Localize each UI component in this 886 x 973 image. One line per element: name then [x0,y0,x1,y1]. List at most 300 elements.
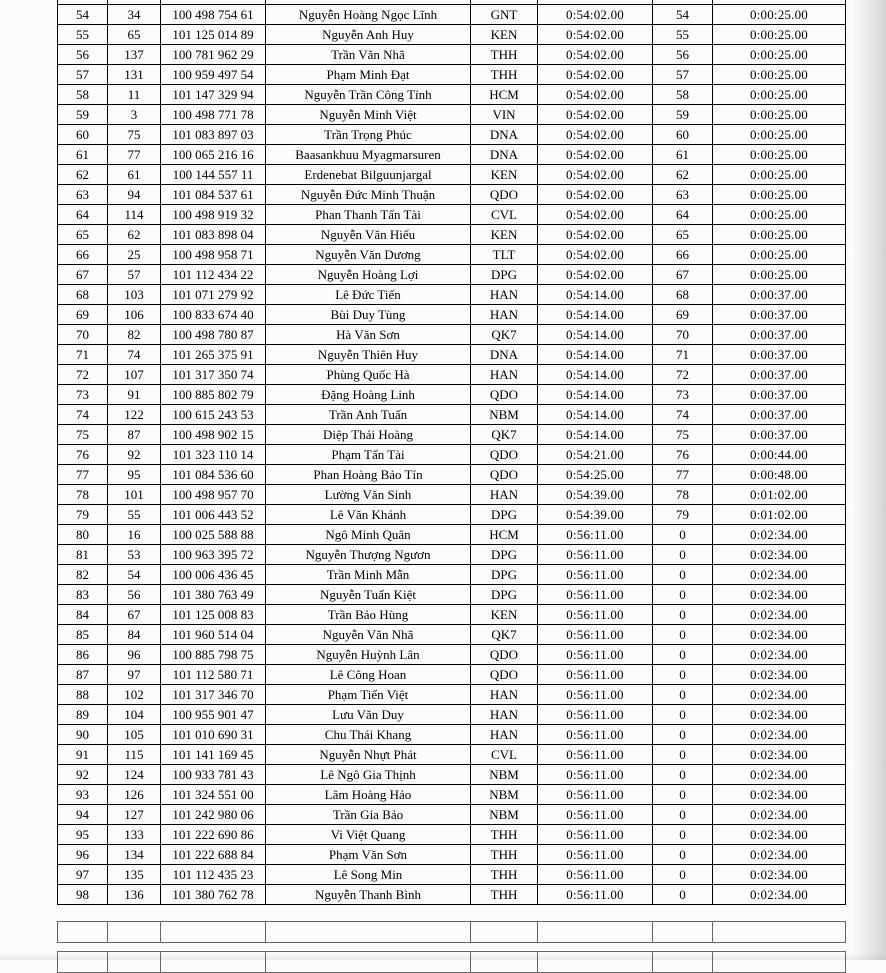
cell-id: 100 025 588 88 [161,525,266,545]
cell-rank2: 0 [653,645,713,665]
cell-time: 0:54:14.00 [538,365,653,385]
cell-team: NBM [471,405,538,425]
cell-gap: 0:02:34.00 [713,645,846,665]
cell-empty [538,922,653,943]
cell-rank2: 64 [653,205,713,225]
table-row [58,485,846,505]
cell-id: 101 084 536 60 [161,465,266,485]
cell-name: Nguyễn Thượng Ngươn [266,545,471,565]
cell-name: Bùi Duy Tùng [266,305,471,325]
cell-team: KEN [471,225,538,245]
cell-rank2: 55 [653,25,713,45]
table-row [58,85,846,105]
cell-time: 0:54:02.00 [538,105,653,125]
cell-rank: 55 [58,25,108,45]
cell-gap: 0:02:34.00 [713,785,846,805]
results-table-body [58,0,846,905]
table-row [58,65,846,85]
table-row [58,505,846,525]
table-row [58,725,846,745]
cell-rank: 63 [58,185,108,205]
cell-name: Nguyễn Văn Nhã [266,625,471,645]
cell-name: Nguyễn Thanh Bình [266,885,471,905]
cell-name: Phạm Tấn Tài [266,445,471,465]
cell-time: 0:56:11.00 [538,845,653,865]
table-row [58,25,846,45]
table-row [58,165,846,185]
cell-name: Trần Văn Nhã [266,45,471,65]
cell-gap: 0:00:25.00 [713,45,846,65]
cell-rank: 98 [58,885,108,905]
table-row-empty [58,922,846,943]
cell-rank2: 57 [653,65,713,85]
cell-id: 101 380 763 49 [161,585,266,605]
cell-rank: 64 [58,205,108,225]
table-row [58,705,846,725]
cell-id: 101 010 690 31 [161,725,266,745]
cell-gap: 0:02:34.00 [713,665,846,685]
cell-team: QDO [471,185,538,205]
cell-id: 101 324 551 00 [161,785,266,805]
cell-rank: 91 [58,745,108,765]
cell-rank2: 69 [653,305,713,325]
cell-time: 0:54:02.00 [538,65,653,85]
table-row [58,865,846,885]
cell-empty [108,952,161,973]
cell-time: 0:56:11.00 [538,525,653,545]
cell-gap: 0:02:34.00 [713,565,846,585]
cell-time: 0:54:02.00 [538,245,653,265]
cell-rank2: 54 [653,5,713,25]
cell-gap: 0:01:02.00 [713,505,846,525]
cell-bib: 87 [108,425,161,445]
cell-rank2: 0 [653,625,713,645]
cell-empty [653,952,713,973]
cell-id: 100 781 962 29 [161,45,266,65]
cell-rank: 81 [58,545,108,565]
cell-time: 0:54:02.00 [538,145,653,165]
table-row [58,325,846,345]
cell-rank2: 0 [653,845,713,865]
cell-rank: 77 [58,465,108,485]
cell-bib: 106 [108,305,161,325]
cell-bib: 102 [108,685,161,705]
cell-rank2: 0 [653,885,713,905]
table-row [58,645,846,665]
cell-team: DNA [471,145,538,165]
cell-time: 0:56:11.00 [538,565,653,585]
table-row [58,265,846,285]
cell-rank: 76 [58,445,108,465]
cell-rank: 67 [58,265,108,285]
cell-name: Trần Trọng Phúc [266,125,471,145]
cell-team: KEN [471,25,538,45]
cell-time: 0:56:11.00 [538,765,653,785]
cell-rank2: 71 [653,345,713,365]
cell-name: Nguyễn Anh Huy [266,25,471,45]
cell-id: 101 141 169 45 [161,745,266,765]
cell-name: Nguyễn Trần Công Tỉnh [266,85,471,105]
cell-id: 100 885 798 75 [161,645,266,665]
cell-time: 0:56:11.00 [538,745,653,765]
cell-bib: 126 [108,785,161,805]
cell-id: 100 963 395 72 [161,545,266,565]
cell-team: THH [471,885,538,905]
cell-team: DPG [471,565,538,585]
table-row [58,125,846,145]
cell-bib: 103 [108,285,161,305]
cell-name: Vi Việt Quang [266,825,471,845]
cell-empty [161,922,266,943]
cell-id: 100 144 557 11 [161,165,266,185]
cell-id: 100 833 674 40 [161,305,266,325]
cell-rank2: 65 [653,225,713,245]
cell-bib: 16 [108,525,161,545]
cell-gap: 0:00:25.00 [713,185,846,205]
cell-team: DPG [471,585,538,605]
table-row [58,625,846,645]
cell-id: 101 242 980 06 [161,805,266,825]
cell-gap: 0:02:34.00 [713,745,846,765]
cell-bib: 131 [108,65,161,85]
table-row [58,445,846,465]
cell-name: Đặng Hoàng Linh [266,385,471,405]
cell-team: THH [471,45,538,65]
cell-bib: 54 [108,565,161,585]
cell-name: Ngô Minh Quân [266,525,471,545]
cell-rank2: 0 [653,745,713,765]
cell-rank2: 0 [653,825,713,845]
table-row [58,785,846,805]
cell-team: HAN [471,285,538,305]
cell-name: Trần Anh Tuấn [266,405,471,425]
cell-bib: 67 [108,605,161,625]
cell-team: QDO [471,385,538,405]
cell-bib: 114 [108,205,161,225]
cell-time: 0:56:11.00 [538,725,653,745]
results-table [57,0,846,905]
cell-rank2: 0 [653,605,713,625]
cell-rank: 65 [58,225,108,245]
table-row [58,745,846,765]
cell-time: 0:54:25.00 [538,465,653,485]
cell-team: CVL [471,205,538,225]
cell-id: 101 071 279 92 [161,285,266,305]
cell-rank2: 0 [653,665,713,685]
cell-rank: 90 [58,725,108,745]
table-row [58,465,846,485]
cell-id: 100 615 243 53 [161,405,266,425]
cell-id: 101 380 762 78 [161,885,266,905]
cell-gap: 0:02:34.00 [713,885,846,905]
table-row [58,545,846,565]
cell-id: 101 112 580 71 [161,665,266,685]
cell-gap: 0:00:25.00 [713,165,846,185]
cell-gap: 0:00:25.00 [713,225,846,245]
cell-id: 101 960 514 04 [161,625,266,645]
cell-empty [161,952,266,973]
table-row [58,805,846,825]
cell-rank2: 0 [653,685,713,705]
cell-team: QDO [471,445,538,465]
table-row [58,885,846,905]
cell-team: DNA [471,125,538,145]
cell-id: 100 498 958 71 [161,245,266,265]
cell-bib: 34 [108,5,161,25]
cell-bib: 61 [108,165,161,185]
cell-id: 101 083 897 03 [161,125,266,145]
cell-name: Lê Văn Khánh [266,505,471,525]
cell-time: 0:56:11.00 [538,785,653,805]
cell-name: Baasankhuu Myagmarsuren [266,145,471,165]
cell-gap: 0:00:25.00 [713,105,846,125]
table-row [58,565,846,585]
cell-bib: 77 [108,145,161,165]
cell-id: 101 265 375 91 [161,345,266,365]
cell-rank: 66 [58,245,108,265]
cell-bib: 135 [108,865,161,885]
cell-team: QK7 [471,425,538,445]
cell-rank: 96 [58,845,108,865]
cell-name: Nguyễn Tuấn Kiệt [266,585,471,605]
cell-bib: 137 [108,45,161,65]
cell-rank: 89 [58,705,108,725]
cell-gap: 0:00:25.00 [713,265,846,285]
cell-time: 0:54:02.00 [538,185,653,205]
cell-rank: 58 [58,85,108,105]
page-edge-shadow-right [852,0,886,960]
cell-gap: 0:00:25.00 [713,205,846,225]
cell-gap: 0:00:37.00 [713,405,846,425]
cell-name: Lưu Văn Duy [266,705,471,725]
cell-team: QK7 [471,325,538,345]
cell-rank2: 0 [653,785,713,805]
table-row [58,285,846,305]
cell-rank: 92 [58,765,108,785]
cell-rank: 72 [58,365,108,385]
cell-bib: 101 [108,485,161,505]
cell-rank2: 58 [653,85,713,105]
cell-name: Nguyễn Nhựt Phát [266,745,471,765]
cell-rank2: 0 [653,545,713,565]
cell-team: HAN [471,305,538,325]
cell-id: 100 498 771 78 [161,105,266,125]
table-row [58,605,846,625]
table-row [58,105,846,125]
cell-rank2: 79 [653,505,713,525]
cell-id: 101 112 434 22 [161,265,266,285]
cell-gap: 0:02:34.00 [713,825,846,845]
cell-bib: 11 [108,85,161,105]
cell-team: HCM [471,525,538,545]
cell-name: Nguyễn Huỳnh Lân [266,645,471,665]
cell-id: 101 323 110 14 [161,445,266,465]
cell-name: Lê Song Min [266,865,471,885]
table-row [58,585,846,605]
cell-rank2: 77 [653,465,713,485]
cell-gap: 0:00:37.00 [713,305,846,325]
cell-team: HAN [471,365,538,385]
cell-bib: 95 [108,465,161,485]
cell-bib: 133 [108,825,161,845]
table-row [58,685,846,705]
cell-bib: 25 [108,245,161,265]
cell-empty [58,922,108,943]
cell-rank2: 73 [653,385,713,405]
cell-bib: 96 [108,645,161,665]
cell-time: 0:54:02.00 [538,225,653,245]
cell-team: QK7 [471,625,538,645]
cell-gap: 0:00:37.00 [713,385,846,405]
cell-rank2: 0 [653,865,713,885]
cell-rank2: 72 [653,365,713,385]
cell-team: VIN [471,105,538,125]
cell-team: THH [471,825,538,845]
cell-time: 0:54:39.00 [538,505,653,525]
cell-name: Nguyễn Hoàng Ngọc Lĩnh [266,5,471,25]
cell-bib: 74 [108,345,161,365]
cell-rank: 87 [58,665,108,685]
cell-rank: 74 [58,405,108,425]
cell-name: Diệp Thái Hoàng [266,425,471,445]
cell-rank: 82 [58,565,108,585]
cell-gap: 0:02:34.00 [713,765,846,785]
cell-name: Trần Gia Bảo [266,805,471,825]
empty-grid-row [57,951,846,973]
cell-gap: 0:00:25.00 [713,85,846,105]
table-row [58,845,846,865]
cell-team: NBM [471,805,538,825]
cell-team: GNT [471,5,538,25]
results-sheet [57,0,846,973]
cell-name: Lê Đức Tiến [266,285,471,305]
cell-empty [266,952,471,973]
cell-name: Phạm Minh Đạt [266,65,471,85]
cell-bib: 127 [108,805,161,825]
cell-rank2: 0 [653,765,713,785]
cell-time: 0:54:02.00 [538,45,653,65]
cell-time: 0:54:02.00 [538,165,653,185]
cell-rank: 93 [58,785,108,805]
cell-bib: 75 [108,125,161,145]
cell-rank2: 70 [653,325,713,345]
cell-time: 0:56:11.00 [538,665,653,685]
cell-bib: 65 [108,25,161,45]
cell-bib: 115 [108,745,161,765]
cell-id: 100 885 802 79 [161,385,266,405]
cell-gap: 0:01:02.00 [713,485,846,505]
cell-bib: 94 [108,185,161,205]
cell-gap: 0:00:25.00 [713,65,846,85]
cell-time: 0:56:11.00 [538,825,653,845]
cell-name: Nguyễn Đức Minh Thuận [266,185,471,205]
cell-id: 100 955 901 47 [161,705,266,725]
cell-team: QDO [471,465,538,485]
table-row [58,825,846,845]
table-row [58,245,846,265]
cell-id: 101 006 443 52 [161,505,266,525]
cell-rank: 97 [58,865,108,885]
cell-rank: 60 [58,125,108,145]
cell-id: 100 498 957 70 [161,485,266,505]
cell-name: Chu Thái Khang [266,725,471,745]
cell-rank2: 0 [653,525,713,545]
cell-id: 101 112 435 23 [161,865,266,885]
cell-rank2: 0 [653,565,713,585]
cell-time: 0:56:11.00 [538,685,653,705]
cell-rank: 79 [58,505,108,525]
cell-bib: 55 [108,505,161,525]
table-row [58,45,846,65]
table-row [58,225,846,245]
cell-gap: 0:02:34.00 [713,705,846,725]
table-row [58,525,846,545]
cell-team: THH [471,65,538,85]
cell-name: Nguyễn Hoàng Lợi [266,265,471,285]
cell-team: HAN [471,725,538,745]
cell-rank2: 75 [653,425,713,445]
cell-rank2: 60 [653,125,713,145]
cell-time: 0:54:14.00 [538,285,653,305]
cell-name: Erdenebat Bilguunjargal [266,165,471,185]
cell-rank: 86 [58,645,108,665]
cell-rank: 62 [58,165,108,185]
cell-rank: 80 [58,525,108,545]
cell-gap: 0:02:34.00 [713,685,846,705]
cell-empty [471,922,538,943]
cell-gap: 0:02:34.00 [713,725,846,745]
cell-rank2: 63 [653,185,713,205]
cell-bib: 105 [108,725,161,745]
cell-rank2: 56 [653,45,713,65]
cell-time: 0:54:39.00 [538,485,653,505]
cell-team: QDO [471,665,538,685]
cell-empty [471,952,538,973]
cell-gap: 0:00:48.00 [713,465,846,485]
cell-gap: 0:00:25.00 [713,145,846,165]
cell-bib: 124 [108,765,161,785]
cell-team: DPG [471,265,538,285]
cell-team: NBM [471,765,538,785]
cell-empty [713,922,846,943]
table-row [58,425,846,445]
cell-id: 101 222 688 84 [161,845,266,865]
cell-id: 101 084 537 61 [161,185,266,205]
table-row [58,385,846,405]
cell-rank2: 74 [653,405,713,425]
cell-rank2: 67 [653,265,713,285]
cell-gap: 0:02:34.00 [713,525,846,545]
cell-name: Lường Văn Sinh [266,485,471,505]
cell-bib: 84 [108,625,161,645]
cell-rank2: 61 [653,145,713,165]
cell-gap: 0:00:37.00 [713,365,846,385]
cell-gap: 0:00:37.00 [713,425,846,445]
cell-name: Nguyễn Văn Dương [266,245,471,265]
cell-team: CVL [471,745,538,765]
cell-team: THH [471,865,538,885]
cell-name: Trần Minh Mẫn [266,565,471,585]
table-row [58,365,846,385]
table-row-empty [58,952,846,973]
cell-rank: 70 [58,325,108,345]
cell-id: 100 498 902 15 [161,425,266,445]
cell-time: 0:54:02.00 [538,205,653,225]
table-row [58,205,846,225]
cell-rank: 59 [58,105,108,125]
cell-empty [653,922,713,943]
cell-rank: 78 [58,485,108,505]
